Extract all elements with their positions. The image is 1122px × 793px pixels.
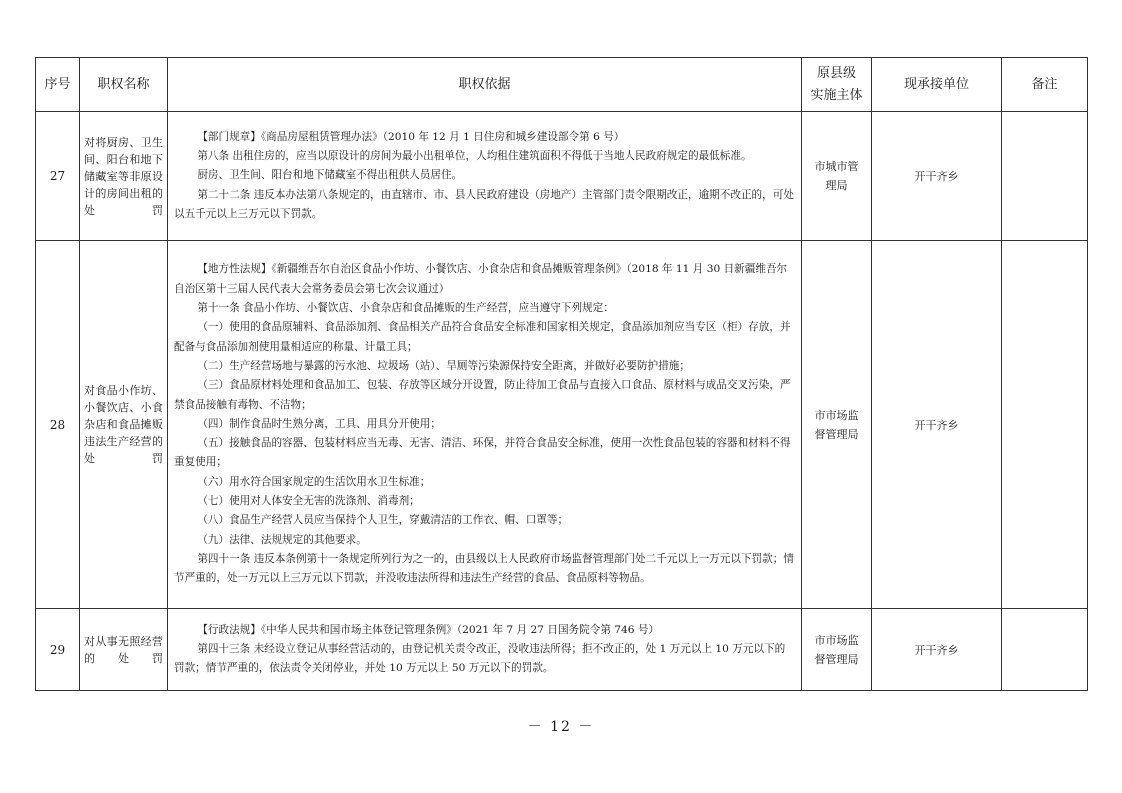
basis-paragraph: 【行政法规】《中华人民共和国市场主体登记管理条例》（2021 年 7 月 27 日国务院令第 746 号）	[197, 623, 660, 636]
basis-paragraph: （八）食品生产经营人员应当保持个人卫生，穿戴清洁的工作衣、帽、口罩等；	[197, 514, 569, 527]
authority-name: 对食品小作坊、小餐饮店、小食杂店和食品摊贩违法生产经营的处罚	[80, 241, 168, 609]
basis-paragraph: 【地方性法规】《新疆维吾尔自治区食品小作坊、小餐饮店、小食杂店和食品摊贩管理条例》（2018 年 11 月 30 日新疆维吾尔自治区第十三届人民代表大会常务委员会第七次会议通过）	[174, 263, 788, 295]
header-no: 序号	[36, 58, 80, 112]
basis-paragraph: 第四十三条 未经设立登记从事经营活动的，由登记机关责令改正，没收违法所得；拒不改正的，处 1 万元以上 10 万元以下的罚款；情节严重的，依法责令关闭停业，并处 10 万元以上 50 万元以下的罚款。	[174, 642, 786, 675]
authority-table	[35, 57, 1088, 691]
basis-paragraph: 第八条 出租住房的，应当以原设计的房间为最小出租单位，人均租住建筑面积不得低于当地人民政府规定的最低标准。	[197, 150, 752, 163]
basis-paragraph: 第二十二条 违反本办法第八条规定的，由直辖市、市、县人民政府建设（房地产）主管部门责令限期改正，逾期不改正的，可处以五千元以上三万元以下罚款。	[174, 188, 794, 220]
header-orig-unit	[802, 58, 872, 112]
page-number: － 12 －	[527, 719, 595, 735]
table-row	[36, 241, 1088, 609]
basis-paragraph: （二）生产经营场地与暴露的污水池、垃圾场（站）、旱厕等污染源保持安全距离，并做好必要防护措施；	[197, 359, 690, 372]
note-cell	[1002, 112, 1088, 241]
authority-name: 对将厨房、卫生间、阳台和地下储藏室等非原设计的房间出租的处罚	[80, 112, 168, 241]
basis-paragraph: （九）法律、法规规定的其他要求。	[197, 533, 367, 546]
basis-paragraph: （四）制作食品时生熟分离，工具、用具分开使用；	[197, 417, 441, 430]
basis-paragraph: （七）使用对人体安全无害的洗涤剂、消毒剂；	[197, 495, 420, 508]
authority-name: 对从事无照经营的处罚	[80, 609, 168, 691]
basis-paragraph: 【部门规章】《商品房屋租赁管理办法》（2010 年 12 月 1 日住房和城乡建设部令第 6 号）	[197, 130, 625, 143]
header-basis: 职权依据	[168, 58, 802, 112]
current-unit: 开干齐乡	[872, 609, 1002, 691]
row-number: 27	[36, 112, 80, 241]
note-cell	[1002, 609, 1088, 691]
header-orig-unit-line2: 实施主体	[810, 87, 863, 103]
basis-paragraph: 第十一条 食品小作坊、小餐饮店、小食杂店和食品摊贩的生产经营，应当遵守下列规定：	[197, 302, 614, 315]
basis-paragraph: 第四十一条 违反本条例第十一条规定所列行为之一的，由县级以上人民政府市场监督管理部门处二千元以上一万元以下罚款；情节严重的，处一万元以上三万元以下罚款，并没收违法所得和违法生产经营的食品、食品原料等物品。	[174, 552, 794, 585]
original-unit: 市市场监督管理局	[802, 609, 872, 691]
authority-basis	[168, 112, 802, 241]
basis-paragraph: （六）用水符合国家规定的生活饮用水卫生标准；	[197, 475, 431, 488]
basis-paragraph: 厨房、卫生间、阳台和地下储藏室不得出租供人员居住。	[197, 169, 463, 182]
original-unit: 市城市管理局	[802, 112, 872, 241]
original-unit: 市市场监督管理局	[802, 241, 872, 609]
header-note: 备注	[1002, 58, 1088, 112]
basis-paragraph: （三）食品原材料处理和食品加工、包装、存放等区域分开设置，防止待加工食品与直接入口食品、原材料与成品交叉污染，严禁食品接触有毒物、不洁物；	[174, 379, 791, 411]
row-number: 28	[36, 241, 80, 609]
header-name: 职权名称	[80, 58, 168, 112]
authority-basis	[168, 241, 802, 609]
table-row	[36, 609, 1088, 691]
header-current-unit: 现承接单位	[872, 58, 1002, 112]
basis-paragraph: （五）接触食品的容器、包装材料应当无毒、无害、清洁、环保，并符合食品安全标准，使用一次性食品包装的容器和材料不得重复使用；	[174, 437, 791, 469]
row-number: 29	[36, 609, 80, 691]
basis-paragraph: （一）使用的食品原辅料、食品添加剂、食品相关产品符合食品安全标准和国家相关规定，食品添加剂应当专区（柜）存放，并配备与食品添加剂使用量相适应的称量、计量工具；	[174, 321, 791, 353]
authority-basis	[168, 609, 802, 691]
current-unit: 开干齐乡	[872, 112, 1002, 241]
header-orig-unit-line1: 原县级	[816, 65, 856, 81]
table-row	[36, 112, 1088, 241]
note-cell	[1002, 241, 1088, 609]
current-unit: 开干齐乡	[872, 241, 1002, 609]
